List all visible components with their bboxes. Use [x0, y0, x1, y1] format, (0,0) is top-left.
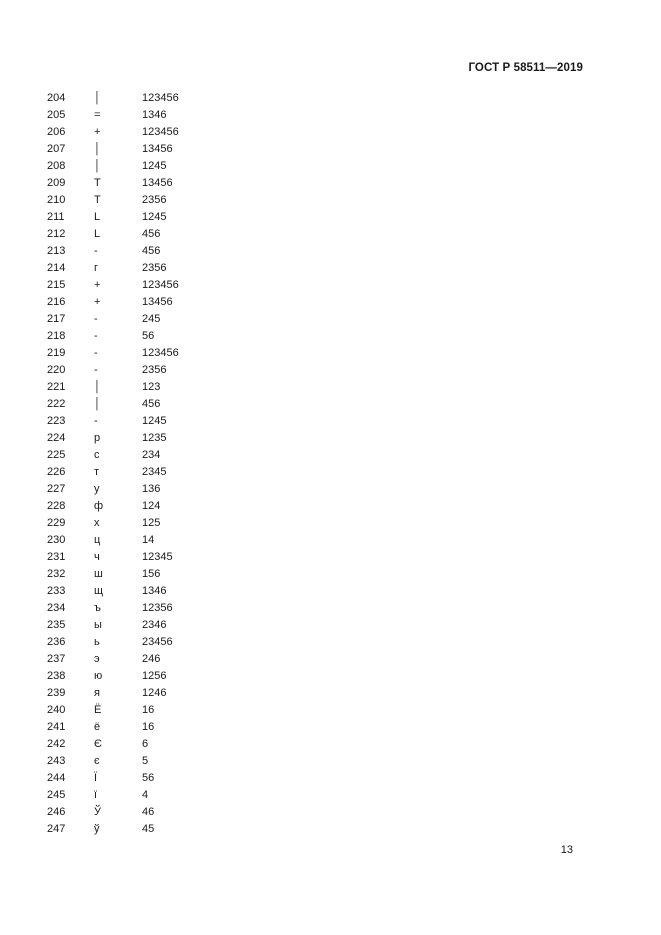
symbol-cell: х — [94, 517, 100, 529]
dots-cell: 123456 — [142, 126, 179, 138]
dots-cell: 1346 — [142, 585, 167, 597]
code-cell: 246 — [47, 806, 66, 818]
symbol-cell: ю — [94, 670, 103, 682]
dots-cell: 125 — [142, 517, 161, 529]
symbol-cell: с — [94, 449, 100, 461]
dots-cell: 12345 — [142, 551, 173, 563]
dots-cell: 16 — [142, 721, 155, 733]
dots-cell: 2356 — [142, 364, 167, 376]
symbol-cell: T — [94, 194, 101, 206]
code-cell: 234 — [47, 602, 66, 614]
symbol-cell: у — [94, 483, 100, 495]
symbol-cell: т — [94, 466, 100, 478]
dots-cell: 5 — [142, 755, 149, 767]
symbol-cell: Ї — [94, 772, 98, 784]
symbol-cell: э — [94, 653, 100, 665]
symbol-cell: ш — [94, 568, 103, 580]
code-cell: 216 — [47, 296, 66, 308]
code-cell: 206 — [47, 126, 66, 138]
dots-cell: 2356 — [142, 262, 167, 274]
dots-cell: 2345 — [142, 466, 167, 478]
code-cell: 214 — [47, 262, 66, 274]
code-cell: 224 — [47, 432, 66, 444]
dots-cell: 1256 — [142, 670, 167, 682]
dots-cell: 56 — [142, 330, 155, 342]
dots-cell: 456 — [142, 398, 161, 410]
symbol-cell: - — [94, 347, 98, 359]
symbol-cell: ў — [94, 823, 100, 835]
code-cell: 243 — [47, 755, 66, 767]
code-cell: 244 — [47, 772, 66, 784]
symbol-cell: - — [94, 313, 98, 325]
symbol-cell: │ — [94, 381, 101, 393]
symbol-cell: + — [94, 296, 101, 308]
dots-cell: 16 — [142, 704, 155, 716]
symbol-cell: │ — [94, 398, 101, 410]
symbol-cell: L — [94, 211, 101, 223]
symbol-cell: ї — [94, 789, 98, 801]
dots-cell: 156 — [142, 568, 161, 580]
dots-cell: 123 — [142, 381, 161, 393]
dots-cell: 2356 — [142, 194, 167, 206]
symbol-cell: │ — [94, 143, 101, 155]
code-cell: 209 — [47, 177, 66, 189]
dots-cell: 2346 — [142, 619, 167, 631]
symbol-cell: - — [94, 415, 98, 427]
dots-cell: 1245 — [142, 415, 167, 427]
code-cell: 221 — [47, 381, 66, 393]
code-cell: 215 — [47, 279, 66, 291]
dots-cell: 13456 — [142, 177, 173, 189]
dots-cell: 1245 — [142, 211, 167, 223]
dots-cell: 4 — [142, 789, 149, 801]
code-cell: 235 — [47, 619, 66, 631]
dots-cell: 246 — [142, 653, 161, 665]
dots-cell: 1346 — [142, 109, 167, 121]
dots-cell: 123456 — [142, 279, 179, 291]
symbol-cell: + — [94, 126, 101, 138]
page-number: 13 — [560, 844, 573, 856]
code-cell: 218 — [47, 330, 66, 342]
code-cell: 222 — [47, 398, 66, 410]
code-cell: 236 — [47, 636, 66, 648]
code-cell: 227 — [47, 483, 66, 495]
symbol-cell: Ё — [94, 704, 102, 716]
symbol-cell: ы — [94, 619, 102, 631]
code-cell: 232 — [47, 568, 66, 580]
code-cell: 219 — [47, 347, 66, 359]
dots-cell: 456 — [142, 245, 161, 257]
code-cell: 223 — [47, 415, 66, 427]
symbol-cell: ь — [94, 636, 100, 648]
code-cell: 226 — [47, 466, 66, 478]
code-cell: 220 — [47, 364, 66, 376]
symbol-cell: - — [94, 245, 98, 257]
symbol-cell: ё — [94, 721, 101, 733]
symbol-cell: ч — [94, 551, 100, 563]
dots-cell: 6 — [142, 738, 149, 750]
code-cell: 247 — [47, 823, 66, 835]
symbol-cell: + — [94, 279, 101, 291]
symbol-cell: р — [94, 432, 101, 444]
document-header: ГОСТ Р 58511—2019 — [468, 62, 583, 74]
symbol-cell: │ — [94, 92, 101, 104]
dots-cell: 45 — [142, 823, 155, 835]
dots-cell: 13456 — [142, 296, 173, 308]
code-cell: 245 — [47, 789, 66, 801]
code-cell: 213 — [47, 245, 66, 257]
code-cell: 239 — [47, 687, 66, 699]
dots-cell: 123456 — [142, 347, 179, 359]
symbol-cell: ф — [94, 500, 104, 512]
code-cell: 208 — [47, 160, 66, 172]
code-cell: 230 — [47, 534, 66, 546]
code-cell: 217 — [47, 313, 66, 325]
code-cell: 237 — [47, 653, 66, 665]
code-cell: 225 — [47, 449, 66, 461]
symbol-cell: - — [94, 364, 98, 376]
dots-cell: 124 — [142, 500, 161, 512]
symbol-cell: щ — [94, 585, 104, 597]
dots-cell: 1246 — [142, 687, 167, 699]
symbol-cell: я — [94, 687, 100, 699]
dots-cell: 12356 — [142, 602, 173, 614]
dots-cell: 245 — [142, 313, 161, 325]
dots-cell: 456 — [142, 228, 161, 240]
dots-cell: 123456 — [142, 92, 179, 104]
dots-cell: 1235 — [142, 432, 167, 444]
symbol-cell: Ў — [94, 806, 101, 818]
dots-cell: 14 — [142, 534, 155, 546]
symbol-cell: ъ — [94, 602, 101, 614]
symbol-cell: ц — [94, 534, 101, 546]
code-cell: 212 — [47, 228, 66, 240]
code-cell: 233 — [47, 585, 66, 597]
dots-cell: 46 — [142, 806, 155, 818]
symbol-cell: - — [94, 330, 98, 342]
code-cell: 240 — [47, 704, 66, 716]
dots-cell: 23456 — [142, 636, 173, 648]
code-cell: 211 — [47, 211, 65, 223]
symbol-cell: T — [94, 177, 101, 189]
code-cell: 207 — [47, 143, 66, 155]
code-cell: 204 — [47, 92, 66, 104]
symbol-cell: = — [94, 109, 101, 121]
symbol-cell: є — [94, 755, 100, 767]
dots-cell: 234 — [142, 449, 161, 461]
symbol-cell: L — [94, 228, 101, 240]
code-cell: 229 — [47, 517, 66, 529]
code-cell: 242 — [47, 738, 66, 750]
code-cell: 238 — [47, 670, 66, 682]
code-cell: 210 — [47, 194, 66, 206]
code-cell: 241 — [47, 721, 66, 733]
code-cell: 205 — [47, 109, 66, 121]
symbol-cell: г — [94, 262, 99, 274]
symbol-cell: │ — [94, 160, 101, 172]
code-cell: 231 — [47, 551, 66, 563]
code-cell: 228 — [47, 500, 66, 512]
dots-cell: 13456 — [142, 143, 173, 155]
dots-cell: 56 — [142, 772, 155, 784]
dots-cell: 136 — [142, 483, 161, 495]
symbol-cell: Є — [94, 738, 102, 750]
dots-cell: 1245 — [142, 160, 167, 172]
